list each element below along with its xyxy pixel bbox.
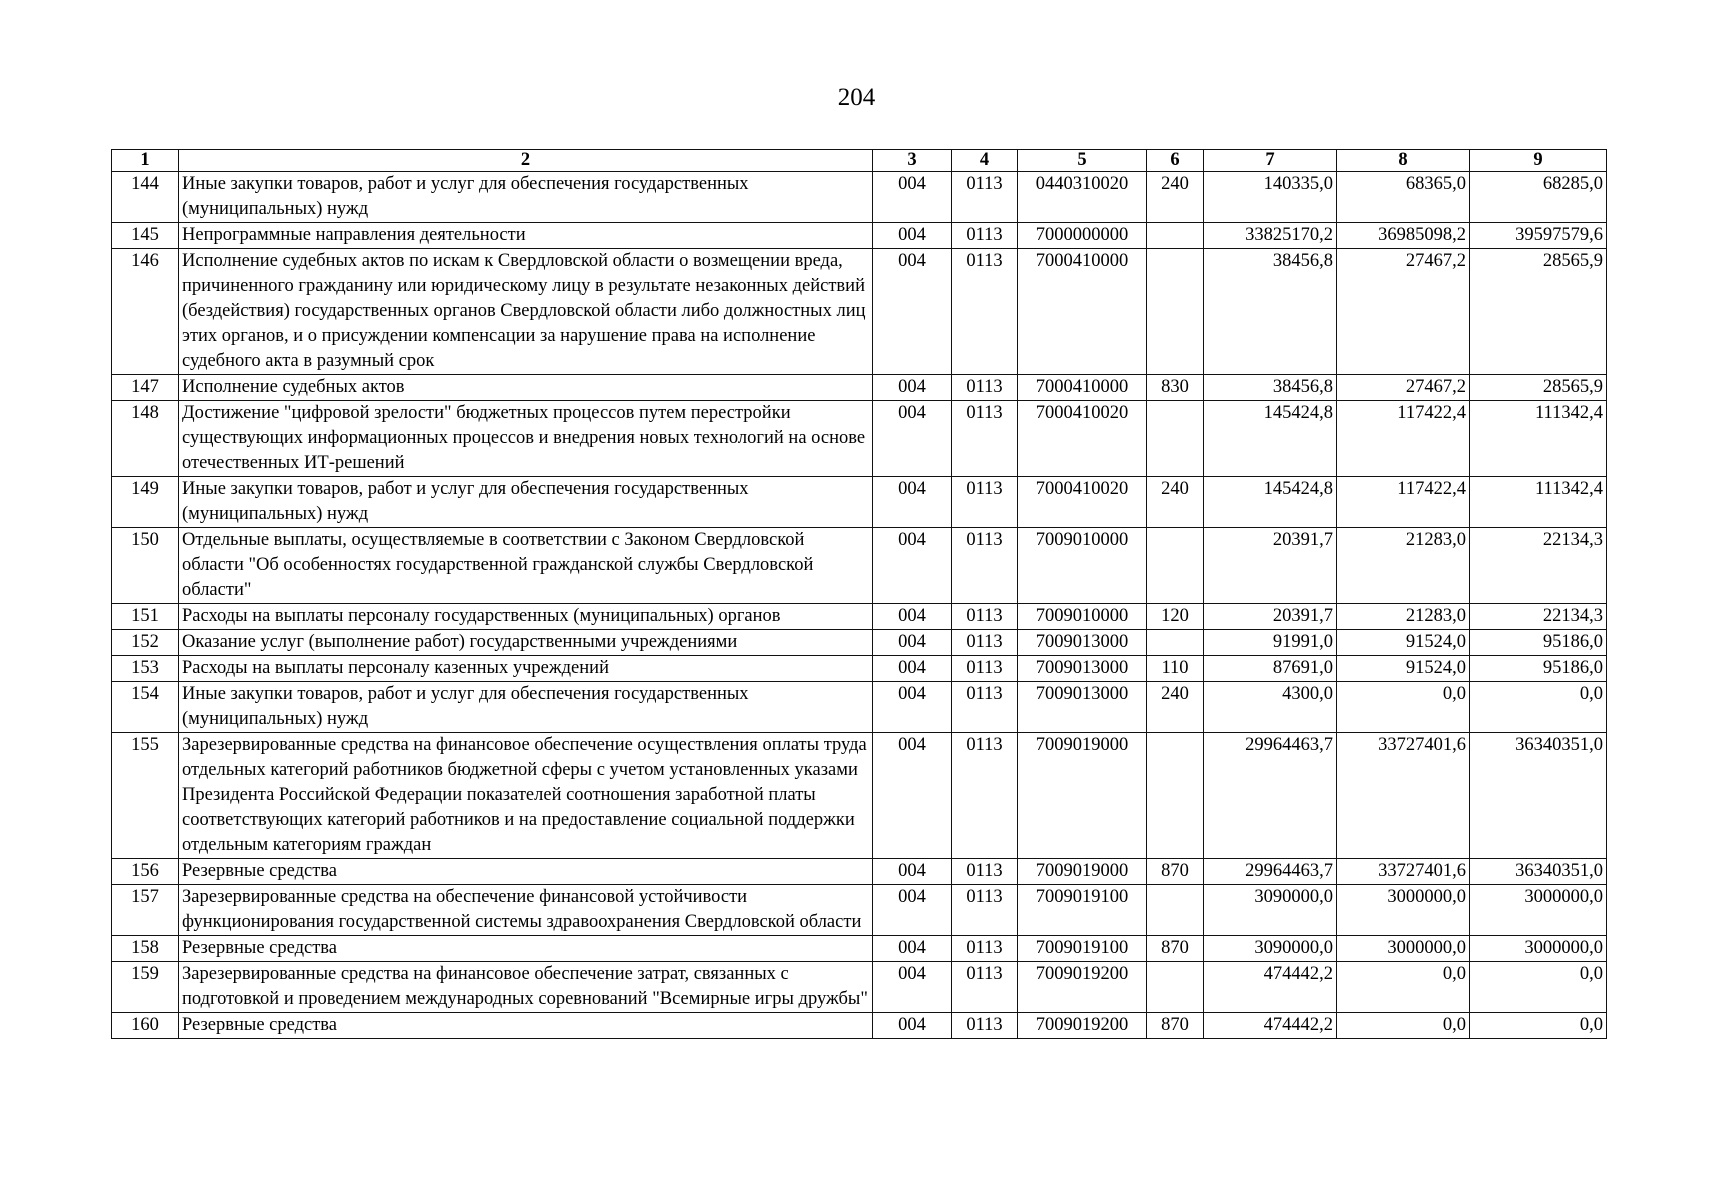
amount-col8-cell: 0,0: [1337, 682, 1470, 733]
target-article-cell: 7009010000: [1018, 528, 1147, 604]
amount-col7-cell: 4300,0: [1204, 682, 1337, 733]
section-code-cell: 0113: [952, 172, 1018, 223]
row-number-cell: 145: [112, 223, 179, 249]
amount-col9-cell: 39597579,6: [1470, 223, 1607, 249]
amount-col9-cell: 22134,3: [1470, 604, 1607, 630]
section-code-cell: 0113: [952, 682, 1018, 733]
table-row: [112, 885, 1607, 936]
expense-type-cell: [1147, 528, 1204, 604]
page-number: 204: [837, 84, 876, 111]
target-article-cell: 7009013000: [1018, 682, 1147, 733]
amount-col7-cell: 29964463,7: [1204, 733, 1337, 859]
target-article-cell: 7009013000: [1018, 656, 1147, 682]
item-name-cell: Зарезервированные средства на обеспечение финансовой устойчивости функционирования государственной системы здравоохранения Свердловской области: [179, 885, 873, 936]
ministry-code-cell: 004: [873, 604, 952, 630]
ministry-code-cell: 004: [873, 401, 952, 477]
target-article-cell: 7009019000: [1018, 733, 1147, 859]
amount-col8-cell: 0,0: [1337, 962, 1470, 1013]
column-header: 3: [873, 150, 952, 172]
amount-col8-cell: 0,0: [1337, 1013, 1470, 1039]
item-name-cell: Резервные средства: [179, 1013, 873, 1039]
item-name-cell: Зарезервированные средства на финансовое обеспечение осуществления оплаты труда отдельных категорий работников бюджетной сферы с учетом установленных указами Президента Российской Федерации показателей соотношения заработной платы соответствующих категорий работников и на предоставление социальной поддержки отдельным категориям граждан: [179, 733, 873, 859]
expense-type-cell: [1147, 630, 1204, 656]
table-row: [112, 477, 1607, 528]
expense-type-cell: [1147, 733, 1204, 859]
table-row: [112, 656, 1607, 682]
item-name-cell: Достижение "цифровой зрелости" бюджетных процессов путем перестройки существующих информационных процессов и внедрения новых технологий на основе отечественных ИТ-решений: [179, 401, 873, 477]
row-number-cell: 146: [112, 249, 179, 375]
amount-col8-cell: 68365,0: [1337, 172, 1470, 223]
amount-col9-cell: 0,0: [1470, 962, 1607, 1013]
table-row: [112, 733, 1607, 859]
amount-col9-cell: 36340351,0: [1470, 733, 1607, 859]
target-article-cell: 7009013000: [1018, 630, 1147, 656]
row-number-cell: 154: [112, 682, 179, 733]
table-row: [112, 375, 1607, 401]
item-name-cell: Иные закупки товаров, работ и услуг для обеспечения государственных (муниципальных) нужд: [179, 682, 873, 733]
amount-col8-cell: 36985098,2: [1337, 223, 1470, 249]
item-name-cell: Резервные средства: [179, 859, 873, 885]
table-row: [112, 249, 1607, 375]
column-header: 9: [1470, 150, 1607, 172]
row-number-cell: 158: [112, 936, 179, 962]
row-number-cell: 153: [112, 656, 179, 682]
ministry-code-cell: 004: [873, 656, 952, 682]
amount-col7-cell: 38456,8: [1204, 375, 1337, 401]
row-number-cell: 160: [112, 1013, 179, 1039]
amount-col8-cell: 3000000,0: [1337, 936, 1470, 962]
target-article-cell: 7000410020: [1018, 477, 1147, 528]
column-header: 2: [179, 150, 873, 172]
column-header: 6: [1147, 150, 1204, 172]
section-code-cell: 0113: [952, 1013, 1018, 1039]
item-name-cell: Зарезервированные средства на финансовое обеспечение затрат, связанных с подготовкой и проведением международных соревнований "Всемирные игры дружбы": [179, 962, 873, 1013]
table-row: [112, 936, 1607, 962]
amount-col8-cell: 91524,0: [1337, 630, 1470, 656]
target-article-cell: 7009010000: [1018, 604, 1147, 630]
row-number-cell: 144: [112, 172, 179, 223]
amount-col8-cell: 33727401,6: [1337, 733, 1470, 859]
table-row: [112, 528, 1607, 604]
amount-col8-cell: 3000000,0: [1337, 885, 1470, 936]
column-header: 1: [112, 150, 179, 172]
expense-type-cell: [1147, 401, 1204, 477]
item-name-cell: Резервные средства: [179, 936, 873, 962]
ministry-code-cell: 004: [873, 682, 952, 733]
amount-col9-cell: 111342,4: [1470, 477, 1607, 528]
ministry-code-cell: 004: [873, 733, 952, 859]
target-article-cell: 7009019000: [1018, 859, 1147, 885]
item-name-cell: Исполнение судебных актов: [179, 375, 873, 401]
table-row: [112, 1013, 1607, 1039]
amount-col7-cell: 140335,0: [1204, 172, 1337, 223]
amount-col7-cell: 474442,2: [1204, 1013, 1337, 1039]
amount-col8-cell: 21283,0: [1337, 528, 1470, 604]
item-name-cell: Непрограммные направления деятельности: [179, 223, 873, 249]
amount-col9-cell: 3000000,0: [1470, 885, 1607, 936]
section-code-cell: 0113: [952, 859, 1018, 885]
section-code-cell: 0113: [952, 962, 1018, 1013]
item-name-cell: Иные закупки товаров, работ и услуг для обеспечения государственных (муниципальных) нужд: [179, 477, 873, 528]
row-number-cell: 149: [112, 477, 179, 528]
ministry-code-cell: 004: [873, 859, 952, 885]
table-row: [112, 172, 1607, 223]
amount-col8-cell: 91524,0: [1337, 656, 1470, 682]
ministry-code-cell: 004: [873, 962, 952, 1013]
section-code-cell: 0113: [952, 223, 1018, 249]
amount-col9-cell: 28565,9: [1470, 249, 1607, 375]
amount-col7-cell: 3090000,0: [1204, 936, 1337, 962]
row-number-cell: 156: [112, 859, 179, 885]
amount-col7-cell: 20391,7: [1204, 604, 1337, 630]
section-code-cell: 0113: [952, 375, 1018, 401]
amount-col8-cell: 21283,0: [1337, 604, 1470, 630]
row-number-cell: 159: [112, 962, 179, 1013]
section-code-cell: 0113: [952, 630, 1018, 656]
expense-type-cell: 870: [1147, 936, 1204, 962]
amount-col7-cell: 3090000,0: [1204, 885, 1337, 936]
ministry-code-cell: 004: [873, 885, 952, 936]
amount-col7-cell: 474442,2: [1204, 962, 1337, 1013]
amount-col9-cell: 3000000,0: [1470, 936, 1607, 962]
item-name-cell: Исполнение судебных актов по искам к Свердловской области о возмещении вреда, причиненного гражданину или юридическому лицу в результате незаконных действий (бездействия) государственных органов Свердловской области либо должностных лиц этих органов, и о присуждении компенсации за нарушение права на исполнение судебного акта в разумный срок: [179, 249, 873, 375]
expense-type-cell: 120: [1147, 604, 1204, 630]
row-number-cell: 157: [112, 885, 179, 936]
budget-table: [111, 149, 1607, 1039]
target-article-cell: 7009019100: [1018, 885, 1147, 936]
expense-type-cell: [1147, 223, 1204, 249]
section-code-cell: 0113: [952, 528, 1018, 604]
section-code-cell: 0113: [952, 936, 1018, 962]
table-row: [112, 604, 1607, 630]
expense-type-cell: 870: [1147, 1013, 1204, 1039]
ministry-code-cell: 004: [873, 477, 952, 528]
amount-col7-cell: 29964463,7: [1204, 859, 1337, 885]
section-code-cell: 0113: [952, 249, 1018, 375]
target-article-cell: 7000410020: [1018, 401, 1147, 477]
table-body: [112, 172, 1607, 1039]
expense-type-cell: 830: [1147, 375, 1204, 401]
amount-col7-cell: 91991,0: [1204, 630, 1337, 656]
amount-col7-cell: 145424,8: [1204, 401, 1337, 477]
table-row: [112, 682, 1607, 733]
section-code-cell: 0113: [952, 401, 1018, 477]
amount-col7-cell: 38456,8: [1204, 249, 1337, 375]
table-row: [112, 962, 1607, 1013]
amount-col9-cell: 0,0: [1470, 1013, 1607, 1039]
row-number-cell: 155: [112, 733, 179, 859]
target-article-cell: 7000410000: [1018, 249, 1147, 375]
item-name-cell: Отдельные выплаты, осуществляемые в соответствии с Законом Свердловской области "Об особенностях государственной гражданской службы Свердловской области": [179, 528, 873, 604]
amount-col9-cell: 0,0: [1470, 682, 1607, 733]
amount-col7-cell: 145424,8: [1204, 477, 1337, 528]
section-code-cell: 0113: [952, 477, 1018, 528]
section-code-cell: 0113: [952, 885, 1018, 936]
ministry-code-cell: 004: [873, 223, 952, 249]
section-code-cell: 0113: [952, 656, 1018, 682]
column-header: 8: [1337, 150, 1470, 172]
target-article-cell: 7009019100: [1018, 936, 1147, 962]
column-header: 5: [1018, 150, 1147, 172]
item-name-cell: Расходы на выплаты персоналу казенных учреждений: [179, 656, 873, 682]
expense-type-cell: 240: [1147, 477, 1204, 528]
ministry-code-cell: 004: [873, 936, 952, 962]
header-row: [112, 150, 1607, 172]
target-article-cell: 7000410000: [1018, 375, 1147, 401]
target-article-cell: 7009019200: [1018, 1013, 1147, 1039]
item-name-cell: Расходы на выплаты персоналу государственных (муниципальных) органов: [179, 604, 873, 630]
amount-col7-cell: 87691,0: [1204, 656, 1337, 682]
table-row: [112, 223, 1607, 249]
expense-type-cell: 240: [1147, 172, 1204, 223]
expense-type-cell: 240: [1147, 682, 1204, 733]
amount-col8-cell: 117422,4: [1337, 477, 1470, 528]
table-row: [112, 401, 1607, 477]
expense-type-cell: [1147, 962, 1204, 1013]
expense-type-cell: 110: [1147, 656, 1204, 682]
expense-type-cell: [1147, 885, 1204, 936]
target-article-cell: 7009019200: [1018, 962, 1147, 1013]
amount-col7-cell: 20391,7: [1204, 528, 1337, 604]
item-name-cell: Иные закупки товаров, работ и услуг для обеспечения государственных (муниципальных) нужд: [179, 172, 873, 223]
column-header: 4: [952, 150, 1018, 172]
ministry-code-cell: 004: [873, 630, 952, 656]
amount-col9-cell: 68285,0: [1470, 172, 1607, 223]
amount-col7-cell: 33825170,2: [1204, 223, 1337, 249]
amount-col9-cell: 22134,3: [1470, 528, 1607, 604]
amount-col8-cell: 117422,4: [1337, 401, 1470, 477]
target-article-cell: 0440310020: [1018, 172, 1147, 223]
table-row: [112, 630, 1607, 656]
column-header: 7: [1204, 150, 1337, 172]
ministry-code-cell: 004: [873, 172, 952, 223]
amount-col8-cell: 27467,2: [1337, 249, 1470, 375]
row-number-cell: 147: [112, 375, 179, 401]
row-number-cell: 151: [112, 604, 179, 630]
ministry-code-cell: 004: [873, 528, 952, 604]
expense-type-cell: 870: [1147, 859, 1204, 885]
amount-col9-cell: 95186,0: [1470, 656, 1607, 682]
amount-col9-cell: 95186,0: [1470, 630, 1607, 656]
row-number-cell: 152: [112, 630, 179, 656]
section-code-cell: 0113: [952, 733, 1018, 859]
amount-col9-cell: 28565,9: [1470, 375, 1607, 401]
row-number-cell: 150: [112, 528, 179, 604]
section-code-cell: 0113: [952, 604, 1018, 630]
target-article-cell: 7000000000: [1018, 223, 1147, 249]
amount-col9-cell: 36340351,0: [1470, 859, 1607, 885]
amount-col8-cell: 27467,2: [1337, 375, 1470, 401]
amount-col8-cell: 33727401,6: [1337, 859, 1470, 885]
ministry-code-cell: 004: [873, 1013, 952, 1039]
item-name-cell: Оказание услуг (выполнение работ) государственными учреждениями: [179, 630, 873, 656]
expense-type-cell: [1147, 249, 1204, 375]
ministry-code-cell: 004: [873, 375, 952, 401]
ministry-code-cell: 004: [873, 249, 952, 375]
row-number-cell: 148: [112, 401, 179, 477]
amount-col9-cell: 111342,4: [1470, 401, 1607, 477]
table-row: [112, 859, 1607, 885]
